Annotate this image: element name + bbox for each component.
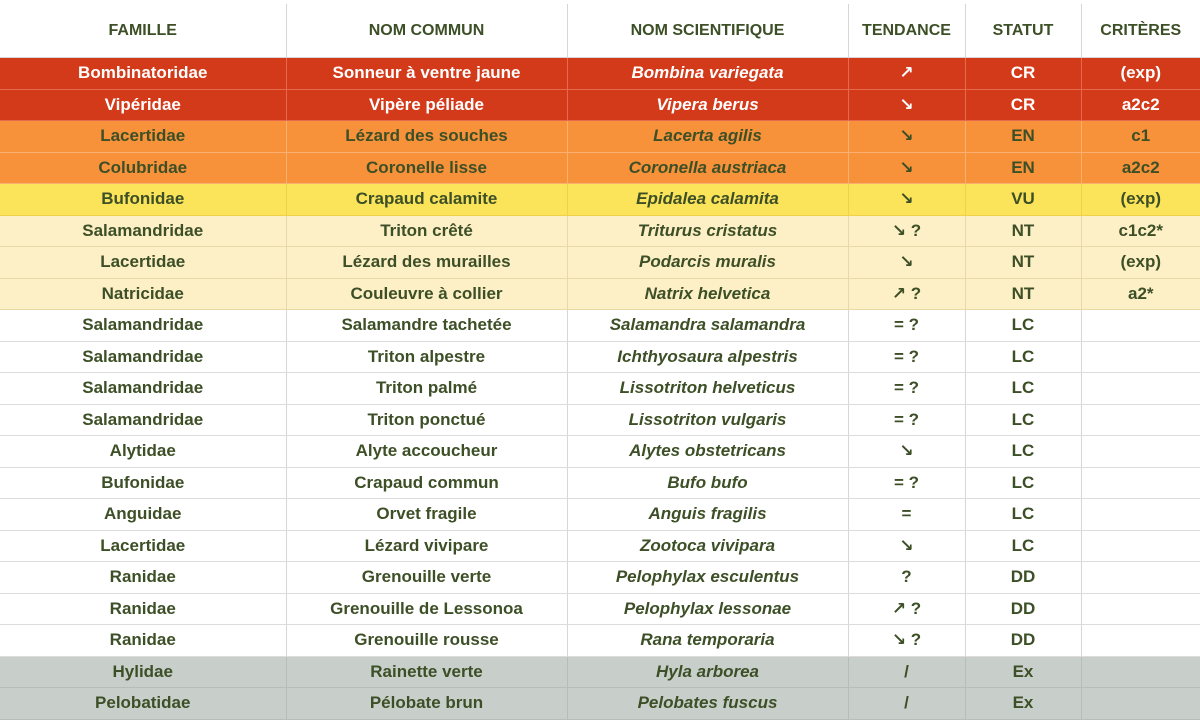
cell-statut: LC [965, 341, 1081, 373]
table-row [0, 688, 1200, 720]
cell-nom-commun: Grenouille rousse [286, 625, 567, 657]
cell-nom-commun: Crapaud commun [286, 467, 567, 499]
cell-statut: EN [965, 121, 1081, 153]
cell-famille: Salamandridae [0, 373, 286, 405]
cell-tendance: ↘ [848, 184, 965, 216]
cell-nom-scientifique: Anguis fragilis [567, 499, 848, 531]
cell-statut: LC [965, 404, 1081, 436]
cell-tendance: ↘ [848, 530, 965, 562]
cell-statut: VU [965, 184, 1081, 216]
cell-tendance: = [848, 499, 965, 531]
cell-criteres: a2c2 [1081, 152, 1200, 184]
cell-nom-scientifique: Epidalea calamita [567, 184, 848, 216]
cell-criteres [1081, 625, 1200, 657]
cell-criteres [1081, 656, 1200, 688]
cell-statut: NT [965, 247, 1081, 279]
cell-statut: CR [965, 58, 1081, 90]
cell-famille: Pelobatidae [0, 688, 286, 720]
table-row [0, 625, 1200, 657]
cell-tendance: ↘ ? [848, 625, 965, 657]
cell-tendance: = ? [848, 341, 965, 373]
cell-famille: Bufonidae [0, 467, 286, 499]
cell-nom-commun: Rainette verte [286, 656, 567, 688]
cell-nom-scientifique: Pelophylax esculentus [567, 562, 848, 594]
cell-famille: Natricidae [0, 278, 286, 310]
cell-nom-commun: Triton alpestre [286, 341, 567, 373]
cell-tendance: ↘ ? [848, 215, 965, 247]
cell-nom-commun: Orvet fragile [286, 499, 567, 531]
cell-nom-commun: Grenouille verte [286, 562, 567, 594]
cell-tendance: = ? [848, 404, 965, 436]
cell-statut: NT [965, 278, 1081, 310]
cell-criteres [1081, 404, 1200, 436]
cell-statut: Ex [965, 688, 1081, 720]
cell-criteres [1081, 341, 1200, 373]
cell-nom-scientifique: Salamandra salamandra [567, 310, 848, 342]
cell-statut: LC [965, 499, 1081, 531]
cell-statut: LC [965, 373, 1081, 405]
cell-tendance: ↘ [848, 121, 965, 153]
cell-nom-commun: Couleuvre à collier [286, 278, 567, 310]
cell-statut: DD [965, 625, 1081, 657]
cell-famille: Lacertidae [0, 247, 286, 279]
cell-nom-scientifique: Vipera berus [567, 89, 848, 121]
table-row [0, 656, 1200, 688]
cell-tendance: ↗ [848, 58, 965, 90]
cell-criteres [1081, 373, 1200, 405]
cell-tendance: ↘ [848, 89, 965, 121]
cell-famille: Colubridae [0, 152, 286, 184]
table-row [0, 404, 1200, 436]
table-row [0, 278, 1200, 310]
cell-nom-scientifique: Pelobates fuscus [567, 688, 848, 720]
cell-nom-commun: Lézard des murailles [286, 247, 567, 279]
cell-nom-scientifique: Pelophylax lessonae [567, 593, 848, 625]
cell-famille: Lacertidae [0, 530, 286, 562]
cell-statut: DD [965, 562, 1081, 594]
cell-nom-scientifique: Hyla arborea [567, 656, 848, 688]
cell-famille: Ranidae [0, 562, 286, 594]
cell-tendance: / [848, 688, 965, 720]
cell-criteres: (exp) [1081, 58, 1200, 90]
cell-criteres [1081, 562, 1200, 594]
cell-famille: Bufonidae [0, 184, 286, 216]
cell-tendance: ↘ [848, 247, 965, 279]
cell-criteres: c1 [1081, 121, 1200, 153]
cell-famille: Salamandridae [0, 310, 286, 342]
cell-statut: LC [965, 467, 1081, 499]
cell-nom-scientifique: Lissotriton vulgaris [567, 404, 848, 436]
table-row [0, 215, 1200, 247]
cell-statut: DD [965, 593, 1081, 625]
cell-nom-scientifique: Natrix helvetica [567, 278, 848, 310]
cell-tendance: ? [848, 562, 965, 594]
table-row [0, 467, 1200, 499]
cell-statut: Ex [965, 656, 1081, 688]
cell-nom-commun: Crapaud calamite [286, 184, 567, 216]
cell-nom-scientifique: Alytes obstetricans [567, 436, 848, 468]
cell-famille: Salamandridae [0, 404, 286, 436]
cell-statut: NT [965, 215, 1081, 247]
cell-tendance: ↗ ? [848, 278, 965, 310]
cell-tendance: = ? [848, 467, 965, 499]
cell-criteres: a2* [1081, 278, 1200, 310]
cell-famille: Salamandridae [0, 215, 286, 247]
table-row [0, 58, 1200, 90]
cell-nom-scientifique: Bufo bufo [567, 467, 848, 499]
cell-nom-commun: Salamandre tachetée [286, 310, 567, 342]
cell-famille: Vipéridae [0, 89, 286, 121]
cell-nom-scientifique: Coronella austriaca [567, 152, 848, 184]
species-status-table [0, 4, 1200, 720]
cell-tendance: = ? [848, 310, 965, 342]
cell-nom-scientifique: Ichthyosaura alpestris [567, 341, 848, 373]
cell-nom-commun: Triton palmé [286, 373, 567, 405]
cell-famille: Ranidae [0, 625, 286, 657]
cell-criteres [1081, 593, 1200, 625]
cell-criteres [1081, 436, 1200, 468]
cell-nom-commun: Triton crêté [286, 215, 567, 247]
cell-criteres [1081, 467, 1200, 499]
cell-famille: Alytidae [0, 436, 286, 468]
cell-famille: Lacertidae [0, 121, 286, 153]
cell-nom-scientifique: Zootoca vivipara [567, 530, 848, 562]
cell-criteres [1081, 499, 1200, 531]
cell-nom-commun: Lézard vivipare [286, 530, 567, 562]
table-row [0, 562, 1200, 594]
header-nom-scientifique: NOM SCIENTIFIQUE [567, 4, 848, 58]
table-row [0, 310, 1200, 342]
cell-criteres: (exp) [1081, 247, 1200, 279]
table-body [0, 58, 1200, 720]
cell-famille: Ranidae [0, 593, 286, 625]
cell-nom-commun: Pélobate brun [286, 688, 567, 720]
header-row [0, 4, 1200, 58]
cell-nom-commun: Sonneur à ventre jaune [286, 58, 567, 90]
cell-nom-commun: Grenouille de Lessonoa [286, 593, 567, 625]
cell-famille: Hylidae [0, 656, 286, 688]
cell-nom-scientifique: Lissotriton helveticus [567, 373, 848, 405]
table-row [0, 499, 1200, 531]
header-nom-commun: NOM COMMUN [286, 4, 567, 58]
cell-famille: Anguidae [0, 499, 286, 531]
cell-criteres [1081, 530, 1200, 562]
table-row [0, 530, 1200, 562]
table-row [0, 247, 1200, 279]
header-criteres: CRITÈRES [1081, 4, 1200, 58]
cell-tendance: / [848, 656, 965, 688]
table-row [0, 184, 1200, 216]
cell-famille: Bombinatoridae [0, 58, 286, 90]
cell-nom-scientifique: Lacerta agilis [567, 121, 848, 153]
table-row [0, 121, 1200, 153]
header-tendance: TENDANCE [848, 4, 965, 58]
cell-statut: LC [965, 436, 1081, 468]
table-row [0, 341, 1200, 373]
cell-statut: CR [965, 89, 1081, 121]
cell-famille: Salamandridae [0, 341, 286, 373]
cell-tendance: = ? [848, 373, 965, 405]
cell-nom-scientifique: Triturus cristatus [567, 215, 848, 247]
table-row [0, 152, 1200, 184]
cell-statut: EN [965, 152, 1081, 184]
cell-nom-commun: Alyte accoucheur [286, 436, 567, 468]
cell-nom-scientifique: Bombina variegata [567, 58, 848, 90]
cell-nom-commun: Coronelle lisse [286, 152, 567, 184]
cell-nom-commun: Triton ponctué [286, 404, 567, 436]
cell-tendance: ↘ [848, 152, 965, 184]
header-famille: FAMILLE [0, 4, 286, 58]
cell-nom-scientifique: Podarcis muralis [567, 247, 848, 279]
cell-nom-commun: Lézard des souches [286, 121, 567, 153]
cell-statut: LC [965, 310, 1081, 342]
cell-criteres: a2c2 [1081, 89, 1200, 121]
header-statut: STATUT [965, 4, 1081, 58]
cell-tendance: ↘ [848, 436, 965, 468]
cell-tendance: ↗ ? [848, 593, 965, 625]
table-row [0, 373, 1200, 405]
cell-criteres [1081, 688, 1200, 720]
table-row [0, 593, 1200, 625]
cell-criteres: (exp) [1081, 184, 1200, 216]
table-row [0, 436, 1200, 468]
cell-criteres: c1c2* [1081, 215, 1200, 247]
cell-nom-commun: Vipère péliade [286, 89, 567, 121]
cell-nom-scientifique: Rana temporaria [567, 625, 848, 657]
cell-criteres [1081, 310, 1200, 342]
table-row [0, 89, 1200, 121]
cell-statut: LC [965, 530, 1081, 562]
